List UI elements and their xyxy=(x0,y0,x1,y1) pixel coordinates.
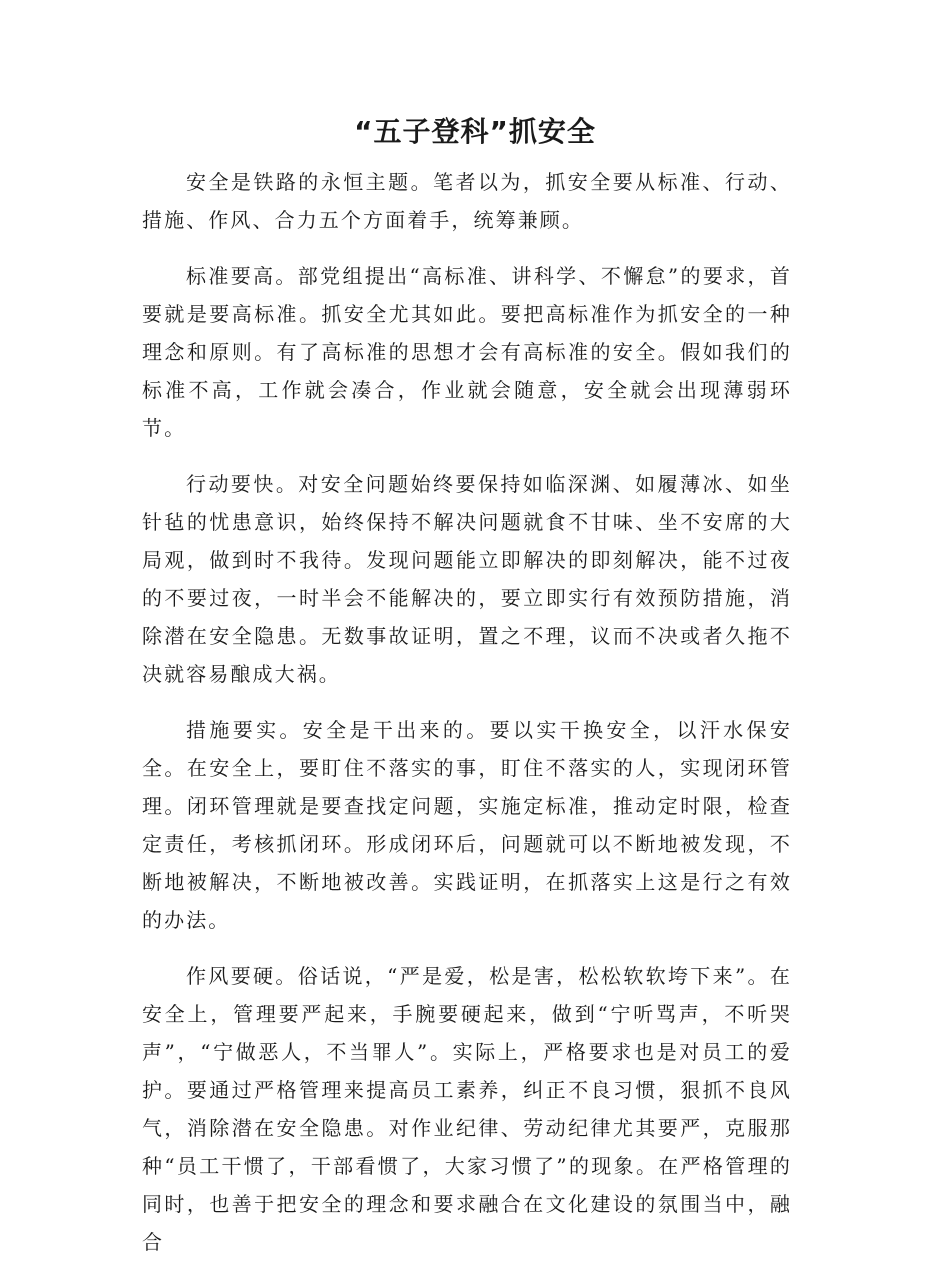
paragraph-intro: 安全是铁路的永恒主题。笔者以为，抓安全要从标准、行动、措施、作风、合力五个方面着手，统筹兼顾。 xyxy=(142,170,792,232)
document-title: “五子登科”抓安全 xyxy=(354,115,596,148)
paragraph-action: 行动要快。对安全问题始终要保持如临深渊、如履薄冰、如坐针毡的忧患意识，始终保持不解决问题就食不甘味、坐不安席的大局观，做到时不我待。发现问题能立即解决的即刻解决，能不过夜的不要过夜，一时半会不能解决的，要立即实行有效预防措施，消除潜在安全隐患。无数事故证明，置之不理，议而不决或者久拖不决就容易酿成大祸。 xyxy=(142,472,792,686)
paragraph-style: 作风要硬。俗话说，“严是爱，松是害，松松软软垮下来”。在安全上，管理要严起来，手腕要硬起来，做到“宁听骂声，不听哭声”，“宁做恶人，不当罪人”。实际上，严格要求也是对员工的爱护。要通过严格管理来提高员工素养，纠正不良习惯，狠抓不良风气，消除潜在安全隐患。对作业纪律、劳动纪律尤其要严，克服那种“员工干惯了，干部看惯了，大家习惯了”的现象。在严格管理的同时，也善于把安全的理念和要求融合在文化建设的氛围当中，融合 xyxy=(142,964,792,1254)
paragraph-measures: 措施要实。安全是干出来的。要以实干换安全，以汗水保安全。在安全上，要盯住不落实的事，盯住不落实的人，实现闭环管理。闭环管理就是要查找定问题，实施定标准，推动定时限，检查定责任，考核抓闭环。形成闭环后，问题就可以不断地被发现，不断地被解决，不断地被改善。实践证明，在抓落实上这是行之有效的办法。 xyxy=(142,718,792,932)
paragraph-standards: 标准要高。部党组提出“高标准、讲科学、不懈怠”的要求，首要就是要高标准。抓安全尤其如此。要把高标准作为抓安全的一种理念和原则。有了高标准的思想才会有高标准的安全。假如我们的标准不高，工作就会凑合，作业就会随意，安全就会出现薄弱环节。 xyxy=(142,264,792,440)
document-body xyxy=(142,163,792,1279)
